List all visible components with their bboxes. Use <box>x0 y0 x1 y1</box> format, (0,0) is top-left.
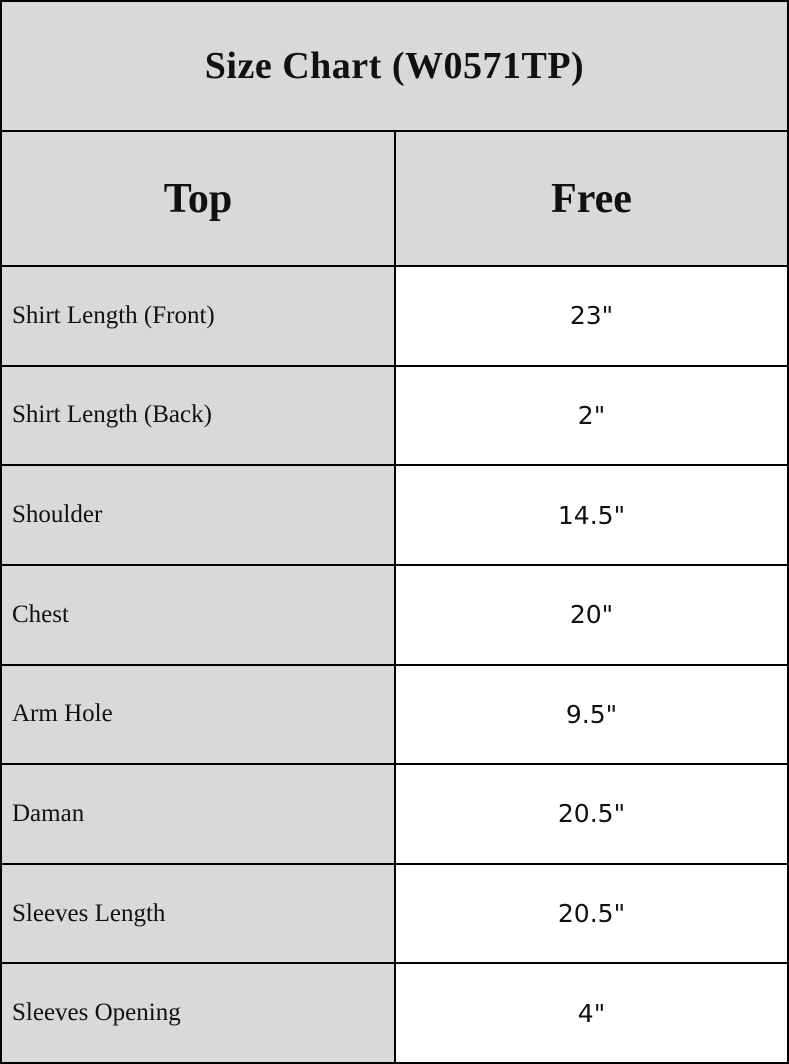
row-value: 20.5" <box>396 765 787 863</box>
row-label: Shoulder <box>2 466 396 564</box>
table-row <box>2 566 787 666</box>
row-value: 20" <box>396 566 787 664</box>
table-row <box>2 865 787 965</box>
table-body <box>2 267 787 1062</box>
table-row <box>2 466 787 566</box>
row-value: 20.5" <box>396 865 787 963</box>
row-label: Sleeves Length <box>2 865 396 963</box>
table-header-row <box>2 132 787 267</box>
row-value: 2" <box>396 367 787 465</box>
row-label: Daman <box>2 765 396 863</box>
column-header-measurement <box>2 132 396 265</box>
table-row <box>2 367 787 467</box>
page-title: Size Chart (W0571TP) <box>204 45 585 87</box>
table-row <box>2 666 787 766</box>
column-header-measurement-label: Top <box>163 175 233 222</box>
column-header-size <box>396 132 787 265</box>
row-label: Shirt Length (Front) <box>2 267 396 365</box>
table-row <box>2 765 787 865</box>
row-value: 23" <box>396 267 787 365</box>
row-label: Chest <box>2 566 396 664</box>
row-value: 14.5" <box>396 466 787 564</box>
chart-title-row <box>2 2 787 132</box>
row-label: Arm Hole <box>2 666 396 764</box>
row-value: 4" <box>396 964 787 1062</box>
column-header-size-label: Free <box>551 175 632 222</box>
row-value: 9.5" <box>396 666 787 764</box>
table-row <box>2 267 787 367</box>
table-row <box>2 964 787 1062</box>
row-label: Shirt Length (Back) <box>2 367 396 465</box>
row-label: Sleeves Opening <box>2 964 396 1062</box>
